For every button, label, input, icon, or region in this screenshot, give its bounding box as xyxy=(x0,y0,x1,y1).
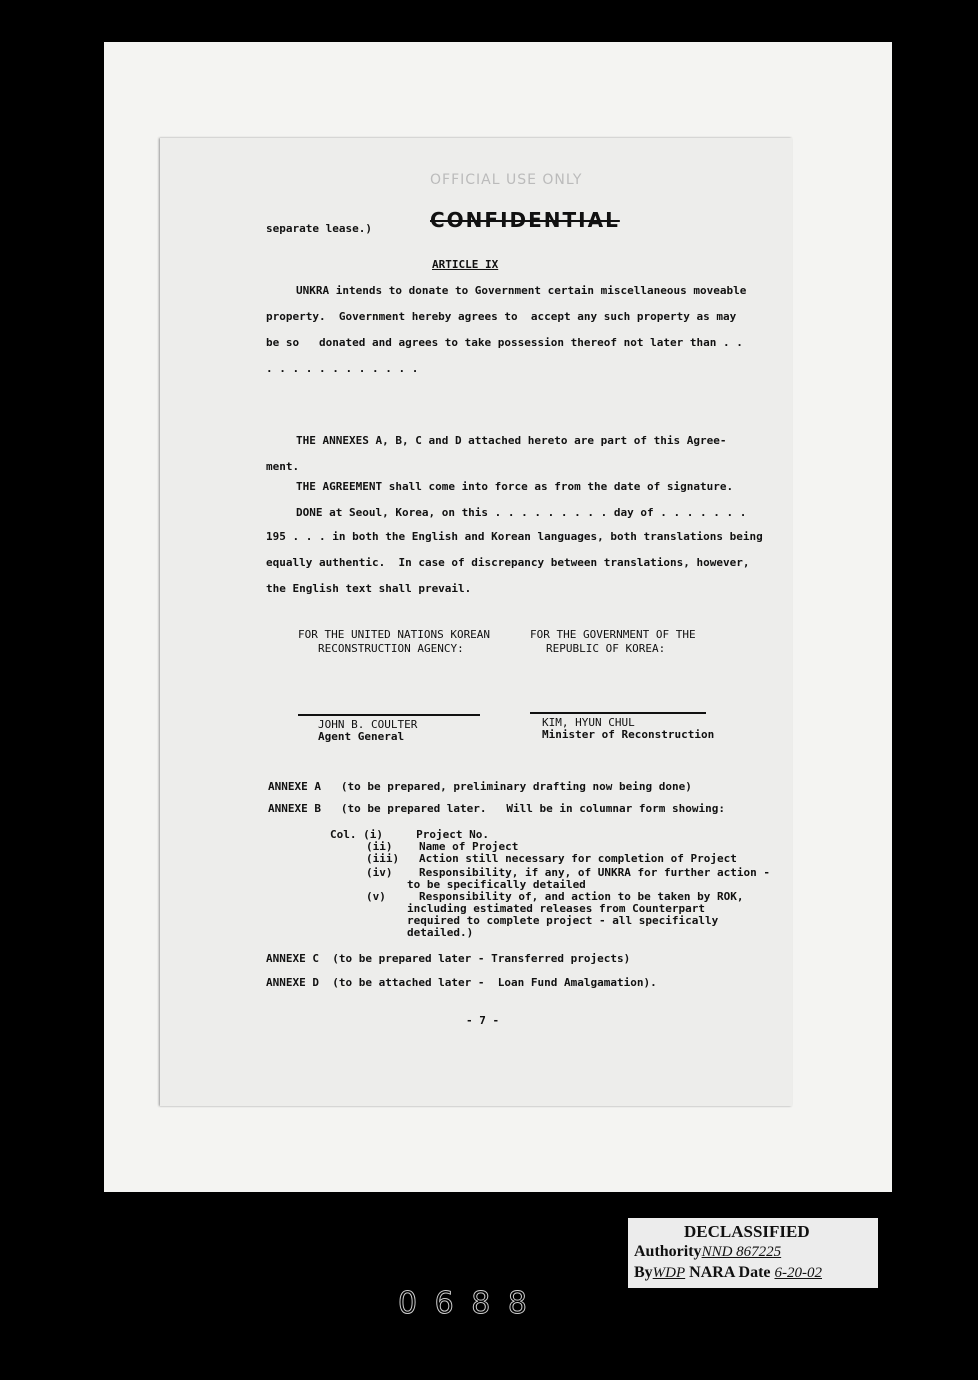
authority-value: NND 867225 xyxy=(701,1244,782,1260)
signatory-right-heading: FOR THE GOVERNMENT OF THE xyxy=(530,628,696,641)
annex-b-col: (ii) Name of Project xyxy=(366,840,519,853)
annex-b-col: to be specifically detailed xyxy=(407,878,586,891)
date-value: 6-20-02 xyxy=(774,1265,822,1281)
text-line: THE ANNEXES A, B, C and D attached hereto are part of this Agree- xyxy=(296,434,727,447)
signatory-right-title: Minister of Reconstruction xyxy=(542,728,715,741)
annex-c: ANNEXE C (to be prepared later - Transferred projects) xyxy=(266,952,631,965)
signature-line-right xyxy=(530,712,706,714)
signatory-right-heading: REPUBLIC OF KOREA: xyxy=(546,642,666,655)
annex-b-col: (iii) Action still necessary for completion of Project xyxy=(366,852,737,865)
article-heading: ARTICLE IX xyxy=(432,258,499,271)
annex-a: ANNEXE A (to be prepared, preliminary drafting now being done) xyxy=(268,780,692,793)
annex-b-col: including estimated releases from Counterpart xyxy=(407,902,706,915)
annex-b-col: Col. (i) Project No. xyxy=(330,828,489,841)
text-line: 195 . . . in both the English and Korean languages, both translations being xyxy=(266,530,763,543)
text-line: UNKRA intends to donate to Government certain miscellaneous moveable xyxy=(296,284,747,297)
text-line: separate lease.) xyxy=(266,222,372,235)
text-line: THE AGREEMENT shall come into force as from the date of signature. xyxy=(296,480,734,493)
signatory-left-name: JOHN B. COULTER xyxy=(318,718,418,731)
annex-b-col: required to complete project - all specifically xyxy=(407,914,719,927)
declassified-title: DECLASSIFIED xyxy=(684,1222,810,1241)
by-value: WDP xyxy=(652,1265,686,1281)
text-line: property. Government hereby agrees to accept any such property as may xyxy=(266,310,737,323)
annex-b-col: (iv) Responsibility, if any, of UNKRA for further action - xyxy=(366,866,770,879)
text-line: the English text shall prevail. xyxy=(266,582,472,595)
signatory-right-name: KIM, HYUN CHUL xyxy=(542,716,635,729)
authority-line: AuthorityNND 867225 xyxy=(634,1243,782,1260)
text-line: be so donated and agrees to take possession thereof not later than . . xyxy=(266,336,743,349)
official-use-stamp: OFFICIAL USE ONLY xyxy=(430,172,583,188)
text-line: ment. xyxy=(266,460,300,473)
annex-d: ANNEXE D (to be attached later - Loan Fund Amalgamation). xyxy=(266,976,657,989)
declassified-label xyxy=(628,1218,878,1288)
text-line: equally authentic. In case of discrepancy between translations, however, xyxy=(266,556,750,569)
annex-b-col: detailed.) xyxy=(407,926,474,939)
signatory-left-heading: FOR THE UNITED NATIONS KOREAN xyxy=(298,628,491,641)
frame-number: 0 6 8 8 xyxy=(398,1286,531,1321)
signatory-left-heading: RECONSTRUCTION AGENCY: xyxy=(318,642,464,655)
text-line: DONE at Seoul, Korea, on this . . . . . . . . . day of . . . . . . . xyxy=(296,506,747,519)
page-number: - 7 - xyxy=(466,1014,500,1027)
annex-b-col: (v) Responsibility of, and action to be taken by ROK, xyxy=(366,890,744,903)
by-line: ByWDP NARA Date 6-20-02 xyxy=(634,1264,822,1281)
confidential-stamp: CONFIDENTIAL xyxy=(430,208,620,232)
signatory-left-title: Agent General xyxy=(318,730,405,743)
text-line: . . . . . . . . . . . . xyxy=(266,362,419,375)
annex-b: ANNEXE B (to be prepared later. Will be in columnar form showing: xyxy=(268,802,725,815)
signature-line-left xyxy=(298,714,480,716)
